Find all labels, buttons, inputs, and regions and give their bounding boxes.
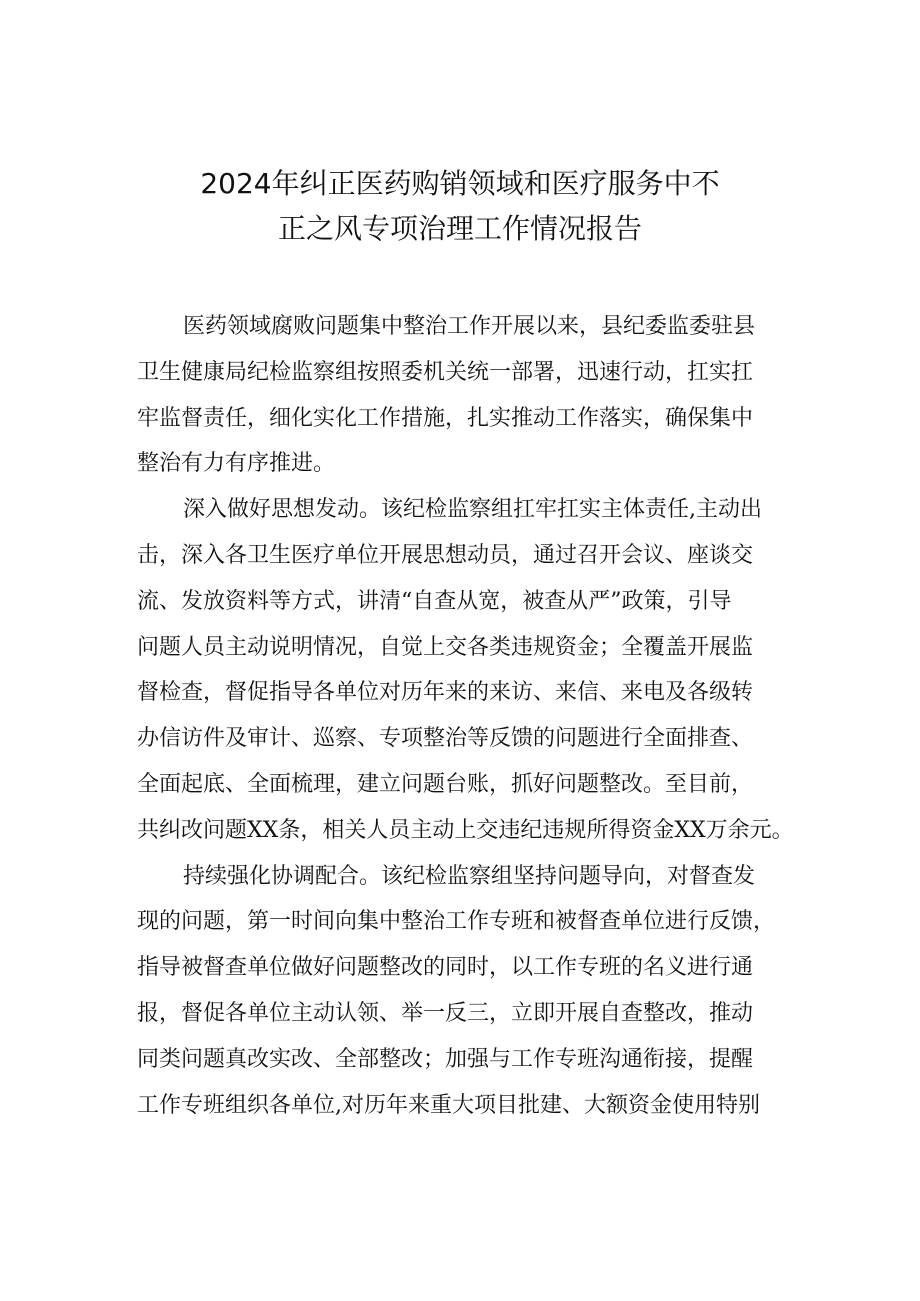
- paragraph-line: 指导被督查单位做好问题整改的同时，以工作专班的名义进行通: [137, 955, 754, 981]
- paragraph-line: 督检查，督促指导各单位对历年来的来访、来信、来电及各级转: [137, 680, 754, 706]
- paragraph-line: 持续强化协调配合。该纪检监察组坚持问题导向，对督查发: [183, 863, 756, 889]
- paragraph-coordination: [137, 854, 797, 1129]
- title-line-2: 正之风专项治理工作情况报告: [277, 212, 642, 245]
- paragraph-line: 同类问题真改实改、全部整改；加强与工作专班沟通衔接，提醒: [137, 1046, 754, 1072]
- paragraph-intro: [137, 304, 797, 487]
- paragraph-line: 医药领域腐败问题集中整治工作开展以来，县纪委监委驻县: [183, 314, 756, 339]
- document-body: [137, 304, 797, 1128]
- paragraph-line: 全面起底、全面梳理，建立问题台账，抓好问题整改。至目前，: [137, 771, 754, 797]
- paragraph-line: 牢监督责任，细化实化工作措施，扎实推动工作落实，确保集中: [137, 405, 754, 431]
- paragraph-mobilization: [137, 487, 797, 853]
- document-title: [120, 161, 800, 251]
- paragraph-line: 卫生健康局纪检监察组按照委机关统一部署，迅速行动，扛实扛: [137, 359, 754, 385]
- paragraph-line: 报，督促各单位主动认领、举一反三，立即开展自查整改，推动: [137, 1000, 754, 1026]
- paragraph-line: 整治有力有序推进。: [137, 451, 336, 477]
- paragraph-line: 办信访件及审计、巡察、专项整治等反馈的问题进行全面排查、: [137, 726, 754, 752]
- paragraph-line: 共纠改问题XX条，相关人员主动上交违纪违规所得资金XX万余元。: [137, 817, 794, 843]
- paragraph-line: 击，深入各卫生医疗单位开展思想动员，通过召开会议、座谈交: [137, 542, 754, 568]
- paragraph-line: 现的问题，第一时间向集中整治工作专班和被督查单位进行反馈，: [137, 909, 776, 935]
- paragraph-line: 工作专班组织各单位,对历年来重大项目批建、大额资金使用特别: [137, 1092, 760, 1118]
- paragraph-line: 深入做好思想发动。该纪检监察组扛牢扛实主体责任,主动出: [183, 497, 762, 523]
- paragraph-line: 问题人员主动说明情况，自觉上交各类违规资金；全覆盖开展监: [137, 634, 754, 660]
- paragraph-line: 流、发放资料等方式，讲清“自查从宽，被查从严”政策，引导: [137, 588, 732, 614]
- title-line-1: 2024年纠正医药购销领域和医疗服务中不: [200, 167, 720, 200]
